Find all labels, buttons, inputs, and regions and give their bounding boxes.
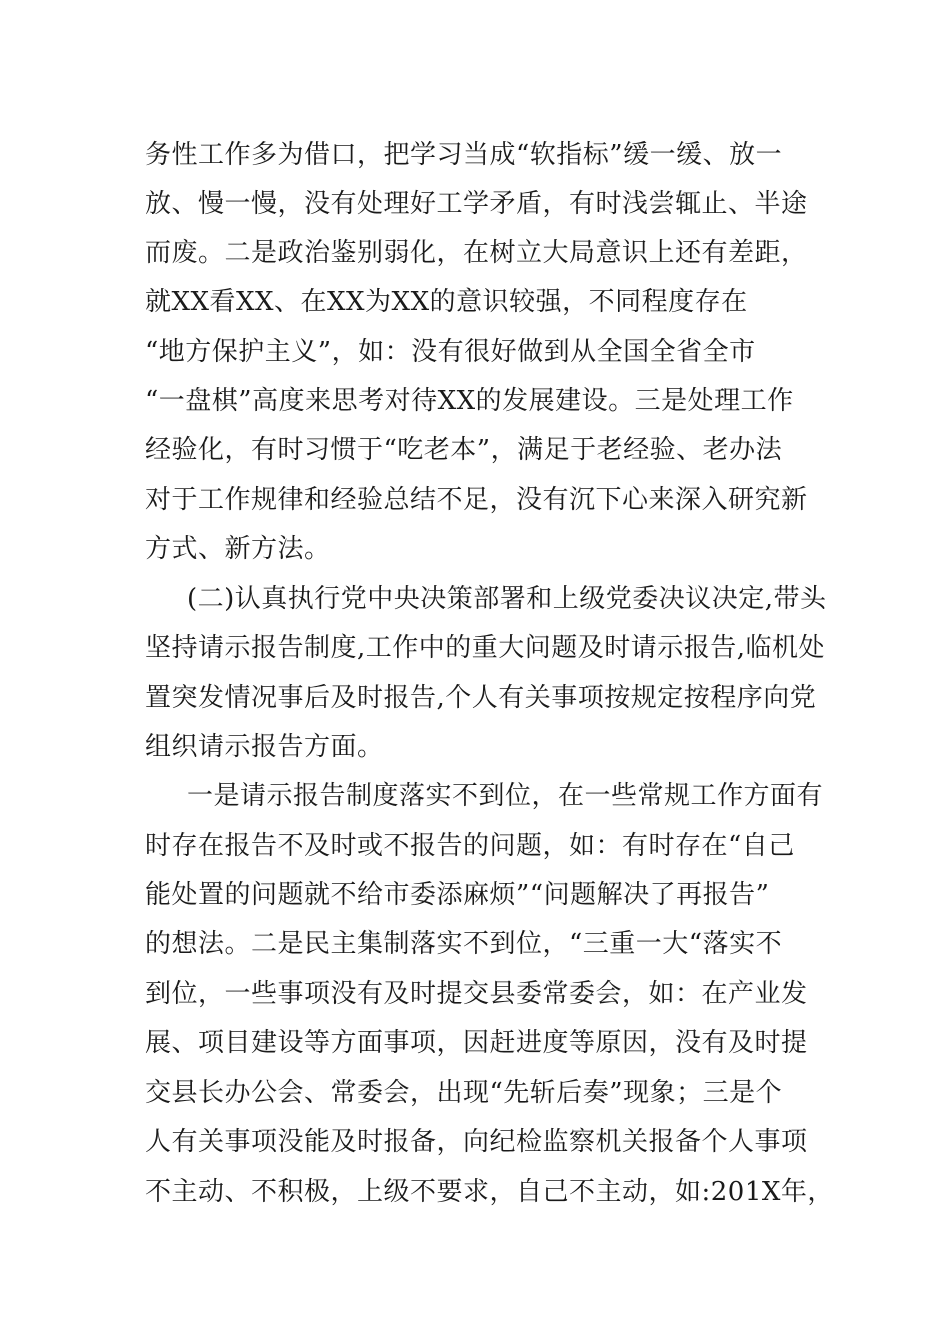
text-line: 人有关事项没能及时报备，向纪检监察机关报备个人事项: [145, 1127, 808, 1157]
text-line: 而废。二是政治鉴别弱化，在树立大局意识上还有差距，: [145, 238, 808, 268]
text-line: 经验化，有时习惯于“吃老本”，满足于老经验、老办法: [145, 435, 783, 465]
text-line: 方式、新方法。: [145, 534, 331, 564]
text-line: 务性工作多为借口，把学习当成“软指标”缓一缓、放一: [145, 140, 783, 170]
text-line: 的想法。二是民主集制落实不到位，“三重一大“落实不: [145, 929, 783, 959]
text-line: 不主动、不积极，上级不要求，自己不主动，如:201X年，: [145, 1177, 834, 1207]
text-line: 能处置的问题就不给市委添麻烦”“问题解决了再报告”: [145, 880, 770, 910]
text-line: 到位，一些事项没有及时提交县委常委会，如：在产业发: [145, 979, 808, 1009]
text-line: 展、项目建设等方面事项，因赶进度等原因，没有及时提: [145, 1028, 808, 1058]
text-line: “地方保护主义”，如：没有很好做到从全国全省全市: [145, 337, 756, 367]
text-line: 交县长办公会、常委会，出现“先斩后奏”现象；三是个: [145, 1078, 783, 1108]
text-line: 置突发情况事后及时报告,个人有关事项按规定按程序向党: [145, 683, 817, 713]
text-line: 组织请示报告方面。: [145, 732, 384, 762]
text-line: 对于工作规律和经验总结不足，没有沉下心来深入研究新: [145, 485, 808, 515]
text-line: 放、慢一慢，没有处理好工学矛盾，有时浅尝辄止、半途: [145, 189, 808, 219]
text-line: “一盘棋”高度来思考对待XX的发展建设。三是处理工作: [145, 386, 794, 416]
paragraph-start-line: 一是请示报告制度落实不到位，在一些常规工作方面有: [187, 781, 824, 811]
text-line: 坚持请示报告制度,工作中的重大问题及时请示报告,临机处: [145, 633, 826, 663]
text-line: 时存在报告不及时或不报告的问题，如：有时存在“自己: [145, 831, 795, 861]
section-heading-line: (二)认真执行党中央决策部署和上级党委决议决定,带头: [187, 584, 827, 614]
text-line: 就XX看XX、在XX为XX的意识较强，不同程度存在: [145, 287, 748, 317]
